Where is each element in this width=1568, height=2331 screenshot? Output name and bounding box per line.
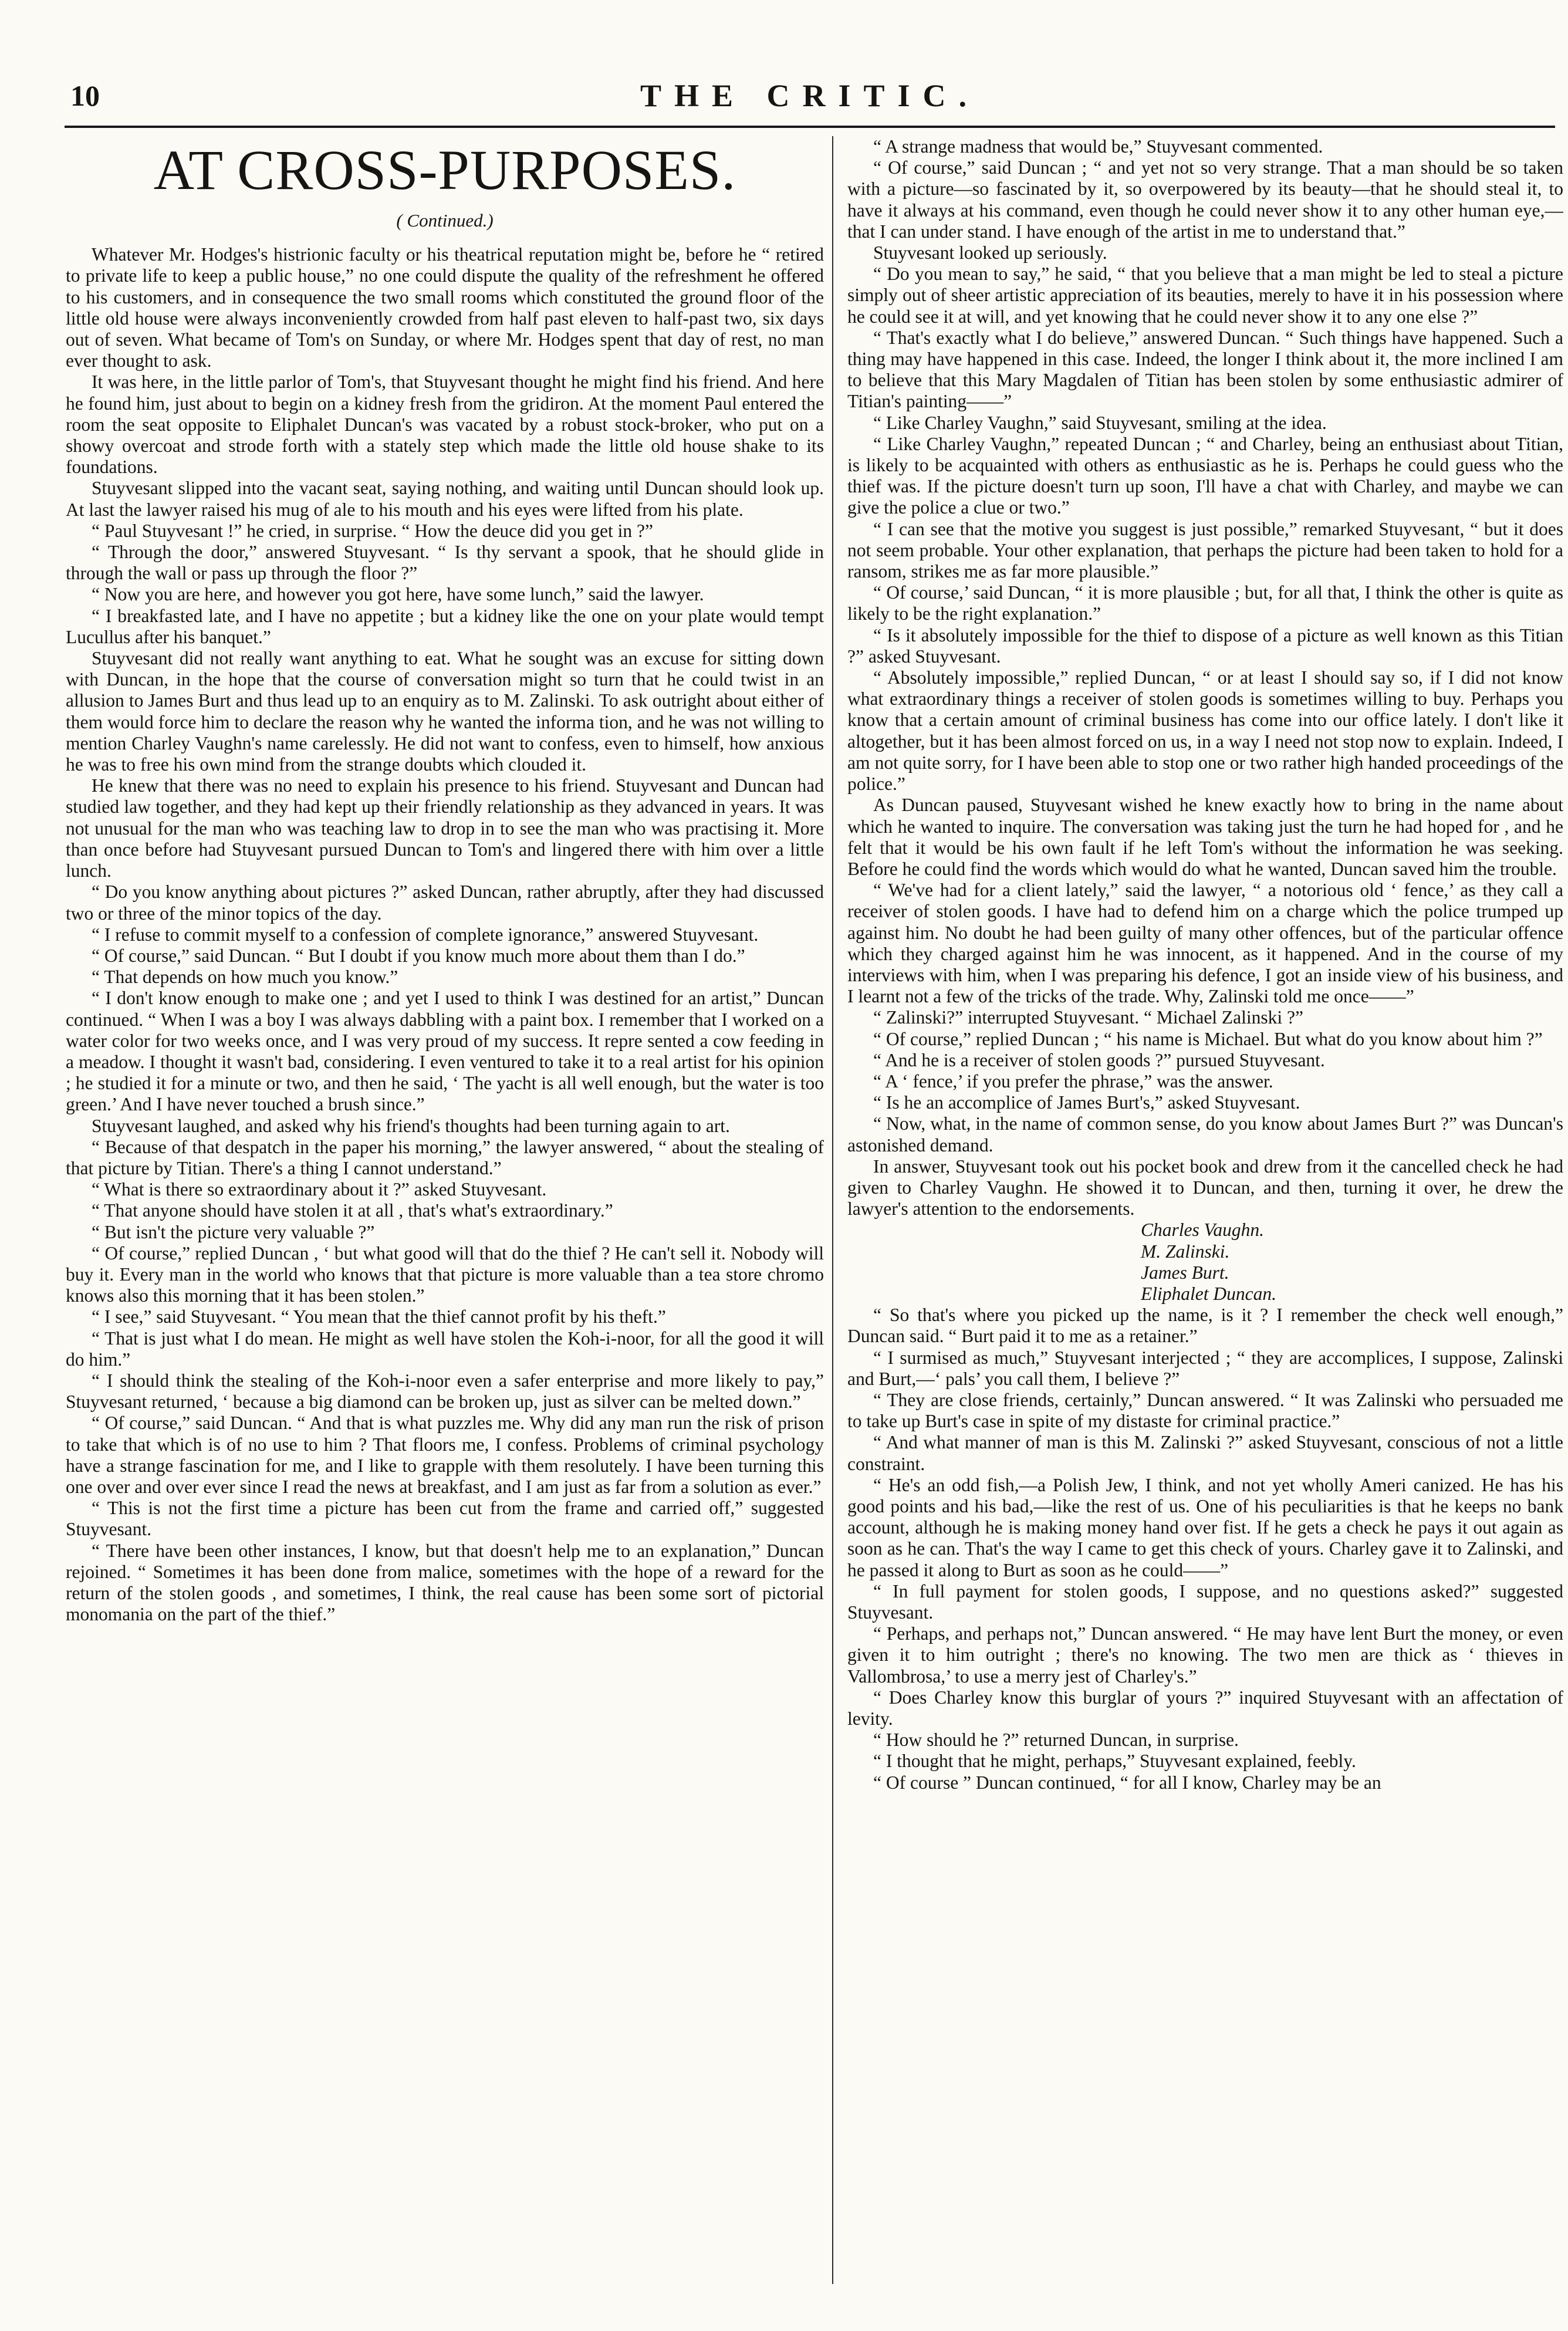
paragraph: “ He's an odd fish,—a Polish Jew, I think, and not yet wholly Ameri canized. He has his good points and his bad,—like the rest of us. One of his peculiarities is that he keeps no bank account, although he is making money hand over fist. If he gets a check he pays it out again as soon as he can. That's the way I came to get this check of yours. Charley gave it to Zalinski, and he passed it along to Burt as soon as he could——” bbox=[847, 1474, 1563, 1580]
endorsement-name: James Burt. bbox=[1141, 1262, 1229, 1283]
paragraph: “ Does Charley know this burglar of yours ?” inquired Stuyvesant with an affectation of levity. bbox=[847, 1687, 1563, 1729]
endorsement-name: Eliphalet Duncan. bbox=[1141, 1283, 1276, 1304]
article-title: AT CROSS-PURPOSES. bbox=[153, 138, 736, 201]
paragraph: Stuyvesant laughed, and asked why his friend's thoughts had been turning again to art. bbox=[92, 1115, 730, 1136]
paragraph: “ I see,” said Stuyvesant. “ You mean that the thief cannot profit by his theft.” bbox=[92, 1306, 666, 1327]
column-divider bbox=[832, 136, 833, 2284]
paragraph: “ Do you mean to say,” he said, “ that you believe that a man might be led to steal a picture simply out of sheer artistic appreciation of its beauties, merely to have it in his possession where he could see it at will, and yet knowing that he could never show it to any one else ?” bbox=[847, 263, 1563, 327]
paragraph: “ Of course,” said Duncan. “ And that is what puzzles me. Why did any man run the risk of prison to take that which is of no use to him ? That floors me, I confess. Problems of criminal psychology have a strange fascination for me, and I like to grapple with them resolutely. I have been turning this one over and over ever since I read the news at breakfast, and I am just as far from a solution as ever.” bbox=[66, 1413, 824, 1497]
paragraph: “ And he is a receiver of stolen goods ?” pursued Stuyvesant. bbox=[873, 1049, 1325, 1070]
paragraph: “ Of course,’ said Duncan, “ it is more plausible ; but, for all that, I think the other is quite as likely to be the right explanation.” bbox=[847, 582, 1563, 624]
paragraph: “ Through the door,” answered Stuyvesant. “ Is thy servant a spook, that he should glide in through the wall or pass up through the floor ?” bbox=[66, 542, 824, 584]
paragraph: “ This is not the first time a picture has been cut from the frame and carried off,” suggested Stuyvesant. bbox=[66, 1498, 824, 1540]
endorsement-name: M. Zalinski. bbox=[1141, 1241, 1230, 1262]
paragraph: “ I breakfasted late, and I have no appetite ; but a kidney like the one on your plate would tempt Lucullus after his banquet.” bbox=[66, 605, 824, 647]
paragraph: “ A strange madness that would be,” Stuyvesant commented. bbox=[873, 136, 1323, 157]
paragraph: “ We've had for a client lately,” said the lawyer, “ a notorious old ‘ fence,’ as they call a receiver of stolen goods. I have had to defend him on a charge which the police trumped up against him. No doubt he had been guilty of many other offences, but of the particular offence which they charged against him he was innocent, as it happened. And in the course of my interviews with him, when I was preparing his defence, I got an inside view of his business, and I learnt not a few of the tricks of the trade. Why, Zalinski told me once——” bbox=[847, 880, 1563, 1007]
paragraph: “ I can see that the motive you suggest is just possible,” remarked Stuyvesant, “ but it does not seem probable. Your other explanation, that perhaps the picture had been taken to hold for a ransom, strikes me as far more plausible.” bbox=[847, 518, 1563, 582]
paragraph: “ In full payment for stolen goods, I suppose, and no questions asked?” suggested Stuyvesant. bbox=[847, 1580, 1563, 1623]
endorsement-name: Charles Vaughn. bbox=[1141, 1219, 1265, 1241]
paragraph: “ Now you are here, and however you got here, have some lunch,” said the lawyer. bbox=[92, 584, 704, 605]
paragraph: “ That's exactly what I do believe,” answered Duncan. “ Such things have happened. Such a thing may have happened in this case. Indeed, the longer I think about it, the more inclined I am to believe that this Mary Magdalen of Titian has been stolen by some enthusiastic admirer of Titian's painting——” bbox=[847, 327, 1563, 412]
paragraph: “ How should he ?” returned Duncan, in surprise. bbox=[873, 1729, 1239, 1751]
paragraph: “ A ‘ fence,’ if you prefer the phrase,” was the answer. bbox=[873, 1070, 1273, 1092]
paragraph: Whatever Mr. Hodges's histrionic faculty or his theatrical reputation might be, before he “ retired to private life to keep a public house,” no one could dispute the quality of the refreshment he offered to his customers, and in consequence the two small rooms which constituted the ground floor of the little old house were always inconveniently crowded from half past eleven to half-past two, six days out of seven. What became of Tom's on Sunday, or where Mr. Hodges spent that day of rest, no man ever thought to ask. bbox=[66, 244, 824, 371]
paragraph: “ Because of that despatch in the paper his morning,” the lawyer answered, “ about the stealing of that picture by Titian. There's a thing I cannot understand.” bbox=[66, 1136, 824, 1178]
paragraph: “ That is just what I do mean. He might as well have stolen the Koh-i-noor, for all the good it will do him.” bbox=[66, 1327, 824, 1370]
paragraph: “ I don't know enough to make one ; and yet I used to think I was destined for an artist,” Duncan continued. “ When I was a boy I was always dabbling with a paint box. I remember that I worked on a water color for two weeks once, and I was very proud of my success. It repre sented a cow feeding in a meadow. I thought it wasn't bad, considering. I even ventured to take it to a real artist for his opinion ; he studied it for a minute or two, and then he said, ‘ The yacht is all well enough, but the water is too green.’ And I have never touched a brush since.” bbox=[66, 988, 824, 1115]
paragraph: “ Like Charley Vaughn,” repeated Duncan ; “ and Charley, being an enthusiast about Titian, is likely to be acquainted with others as enthusiastic as he is. Perhaps he could guess who the thief was. If the picture doesn't turn up soon, I'll have a chat with Charley, and maybe we can give the police a clue or two.” bbox=[847, 433, 1563, 518]
paragraph: Stuyvesant looked up seriously. bbox=[873, 242, 1107, 263]
page-number: 10 bbox=[70, 79, 100, 112]
header-rule bbox=[65, 126, 1555, 128]
left-column bbox=[66, 136, 824, 2296]
paragraph: “ But isn't the picture very valuable ?” bbox=[92, 1221, 375, 1242]
paragraph: “ Perhaps, and perhaps not,” Duncan answered. “ He may have lent Burt the money, or even given it to him outright ; there's no knowing. The two men are thick as ‘ thieves in Vallombrosa,’ to use a merry jest of Charley's.” bbox=[847, 1623, 1563, 1687]
paragraph: “ What is there so extraordinary about it ?” asked Stuyvesant. bbox=[92, 1179, 547, 1200]
paragraph: “ I thought that he might, perhaps,” Stuyvesant explained, feebly. bbox=[873, 1751, 1356, 1772]
paragraph: “ I surmised as much,” Stuyvesant interjected ; “ they are accomplices, I suppose, Zalinski and Burt,—‘ pals’ you call them, I believe ?” bbox=[847, 1347, 1563, 1389]
paragraph: “ Of course ” Duncan continued, “ for all I know, Charley may be an bbox=[873, 1772, 1381, 1793]
paragraph: “ There have been other instances, I know, but that doesn't help me to an explanation,” Duncan rejoined. “ Sometimes it has been done from malice, sometimes with the hope of a reward for the return of the stolen goods , and sometimes, I think, the real cause has been some sort of pictorial monomania on the part of the thief.” bbox=[66, 1540, 824, 1625]
paragraph: “ Of course,” said Duncan. “ But I doubt if you know much more about them than I do.” bbox=[92, 945, 745, 966]
paragraph: “ Do you know anything about pictures ?” asked Duncan, rather abruptly, after they had discussed two or three of the minor topics of the day. bbox=[66, 881, 824, 924]
paragraph: “ I should think the stealing of the Koh-i-noor even a safer enterprise and more likely to pay,” Stuyvesant returned, ‘ because a big diamond can be broken up, just as silver can be melted down.” bbox=[66, 1370, 824, 1413]
paragraph: “ That anyone should have stolen it at all , that's what's extraordinary.” bbox=[92, 1200, 613, 1221]
masthead: THE CRITIC. bbox=[640, 78, 980, 113]
endorsements bbox=[847, 1219, 1563, 1305]
paragraph: “ And what manner of man is this M. Zalinski ?” asked Stuyvesant, conscious of not a little constraint. bbox=[847, 1432, 1563, 1474]
paragraph: “ Is it absolutely impossible for the thief to dispose of a picture as well known as this Titian ?” asked Stuyvesant. bbox=[847, 624, 1563, 667]
paragraph: “ That depends on how much you know.” bbox=[92, 967, 398, 988]
paragraph: It was here, in the little parlor of Tom's, that Stuyvesant thought he might find his friend. And here he found him, just about to begin on a kidney fresh from the gridiron. At the moment Paul entered the room the seat opposite to Eliphalet Duncan's was vacated by a robust stock-broker, who put on a showy overcoat and strode forth with a stately step which made the little old house shake to its foundations. bbox=[66, 371, 824, 478]
paragraph: “ I refuse to commit myself to a confession of complete ignorance,” answered Stuyvesant. bbox=[92, 924, 759, 945]
paragraph: “ They are close friends, certainly,” Duncan answered. “ It was Zalinski who persuaded me to take up Burt's case in spite of my distaste for criminal practice.” bbox=[847, 1389, 1563, 1432]
paragraph: Stuyvesant slipped into the vacant seat, saying nothing, and waiting until Duncan should look up. At last the lawyer raised his mug of ale to his mouth and his eyes were lifted from his plate. bbox=[66, 478, 824, 520]
paragraph: As Duncan paused, Stuyvesant wished he knew exactly how to bring in the name about which he wanted to inquire. The conversation was taking just the turn he had hoped for , and he felt that it would be his own fault if he left Tom's without the information he was seeking. Before he could find the words which would do what he wanted, Duncan saved him the trouble. bbox=[847, 795, 1563, 879]
paragraph: “ Is he an accomplice of James Burt's,” asked Stuyvesant. bbox=[873, 1092, 1300, 1113]
page-header bbox=[65, 75, 1555, 117]
paragraph: “ Now, what, in the name of common sense, do you know about James Burt ?” was Duncan's astonished demand. bbox=[847, 1113, 1563, 1156]
paragraph: “ Paul Stuyvesant !” he cried, in surprise. “ How the deuce did you get in ?” bbox=[92, 520, 653, 541]
paragraph: “ Absolutely impossible,” replied Duncan, “ or at least I should say so, if I did not know what extraordinary things a receiver of stolen goods is sometimes willing to buy. Perhaps you know that a certain amount of criminal business has come into our office lately. I don't like it altogether, but it has been almost forced on us, in a way I need not stop now to explain. Indeed, I am not quite sorry, for I have been able to stop one or two rather high handed proceedings of the police.” bbox=[847, 667, 1563, 795]
paragraph: “ Zalinski?” interrupted Stuyvesant. “ Michael Zalinski ?” bbox=[873, 1007, 1304, 1028]
paragraph: He knew that there was no need to explain his presence to his friend. Stuyvesant and Duncan had studied law together, and they had kept up their friendly relationship as they advanced in years. It was not unusual for the man who was teaching law to drop in to see the man who was practising it. More than once before had Stuyvesant pursued Duncan to Tom's and lingered there with him over a little lunch. bbox=[66, 775, 824, 881]
paragraph: “ Of course,” replied Duncan ; “ his name is Michael. But what do you know about him ?” bbox=[873, 1028, 1543, 1049]
right-column bbox=[847, 136, 1563, 2296]
paragraph: “ So that's where you picked up the name, is it ? I remember the check well enough,” Duncan said. “ Burt paid it to me as a retainer.” bbox=[847, 1305, 1563, 1347]
paragraph: “ Of course,” said Duncan ; “ and yet not so very strange. That a man should be so taken with a picture—so fascinated by it, so overpowered by its beauty—that he should steal it, to have it always at his command, even though he could never show it to any other human eye,—that I can under stand. I have enough of the artist in me to understand that.” bbox=[847, 157, 1563, 242]
paragraph: “ Like Charley Vaughn,” said Stuyvesant, smiling at the idea. bbox=[873, 412, 1327, 433]
continued-note: ( Continued.) bbox=[396, 210, 494, 231]
paragraph: Stuyvesant did not really want anything to eat. What he sought was an excuse for sitting down with Duncan, in the hope that the course of conversation might so turn that he could twist in an allusion to James Burt and thus lead up to an enquiry as to M. Zalinski. To ask outright about either of them would force him to declare the reason why he wanted the informa tion, and he was not willing to mention Charley Vaughn's name carelessly. He did not want to confess, even to himself, how anxious he was to free his own mind from the strange doubts which clouded it. bbox=[66, 648, 824, 775]
paragraph: In answer, Stuyvesant took out his pocket book and drew from it the cancelled check he had given to Charley Vaughn. He showed it to Duncan, and then, turning it over, he drew the lawyer's attention to the endorsements. bbox=[847, 1156, 1563, 1219]
paragraph: “ Of course,” replied Duncan , ‘ but what good will that do the thief ? He can't sell it. Nobody will buy it. Every man in the world who knows that that picture is more valuable than a tea store chromo knows also this morning that it has been stolen.” bbox=[66, 1242, 824, 1306]
